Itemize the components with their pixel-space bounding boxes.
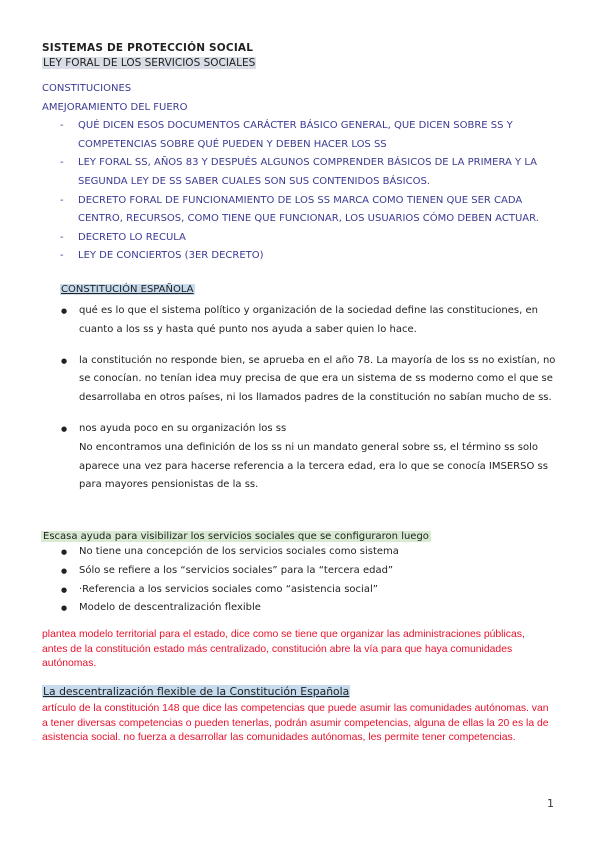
dash-item: - DECRETO FORAL DE FUNCIONAMIENTO DE LOS SS MARCA COMO TIENEN QUE SER CADA CENTRO, RECURSOS, COMO TIENE QUE FUNCIONAR, LOS USUARIOS CÓMO DEBEN ACTUAR. (42, 192, 562, 229)
ce-bullet-text: nos ayuda poco en su organización los ss (79, 422, 287, 434)
escasa-bullet: ● Modelo de descentralización flexible (57, 599, 567, 618)
ce-bullet-list (57, 302, 567, 495)
ce-heading-wrap (60, 284, 195, 295)
ce-bullet: ● la constitución no responde bien, se aprueba en el año 78. La mayoría de los ss no existían, no se conocían. no tenían idea muy precisa de que era un sistema de ss moderno como el que se desarrollaba en otros países, ni los llamados padres de la constitución no sabían mucho de ss. (57, 352, 567, 408)
amejoramiento-label: AMEJORAMIENTO DEL FUERO (42, 101, 188, 113)
fuero-section (42, 80, 562, 266)
dash-item: - LEY FORAL SS, AÑOS 83 Y DESPUÉS ALGUNOS COMPRENDER BÁSICOS DE LA PRIMERA Y LA SEGUNDA LEY DE SS SABER CUALES SON SUS CONTENIDOS BÁSICOS. (42, 154, 562, 191)
escasa-heading-wrap (41, 524, 431, 543)
ce-heading: CONSTITUCIÓN ESPAÑOLA (61, 284, 194, 295)
document-subtitle: LEY FORAL DE LOS SERVICIOS SOCIALES (43, 57, 256, 69)
escasa-heading: Escasa ayuda para visibilizar los servicios sociales que se configuraron luego (43, 531, 429, 542)
red-note-2: artículo de la constitución 148 que dice las competencias que puede asumir las comunidades autónomas. van a tener diversas competencias o pueden tenerlas, podrán asumir competencias, alguna de ellas la 20 es la de asistencia social. no fuerza a desarrollar las comunidades autónomas, les permite tener competencias. (42, 703, 549, 744)
ce-bullet: ● qué es lo que el sistema político y organización de la sociedad define las constituciones, en cuanto a los ss y hasta qué punto nos ayuda a saber quien lo hace. (57, 302, 567, 340)
escasa-bullet: ● ·Referencia a los servicios sociales como “asistencia social” (57, 581, 567, 600)
dash-list (42, 117, 562, 266)
descent-heading-wrap (42, 685, 350, 698)
ce-bullet-continuation: No encontramos una definición de los ss ni un mandato general sobre ss, el término ss solo aparece una vez para hacerse referencia a la tercera edad, era lo que se conocía IMSERSO ss para mayores pensionistas de la ss. (79, 441, 548, 491)
dash-item: - LEY DE CONCIERTOS (3ER DECRETO) (42, 247, 562, 266)
dash-item: - QUÉ DICEN ESOS DOCUMENTOS CARÁCTER BÁSICO GENERAL, QUE DICEN SOBRE SS Y COMPETENCIAS SOBRE QUÉ PUEDEN Y DEBEN HACER LOS SS (42, 117, 562, 154)
ce-bullet (57, 420, 567, 495)
red-note-1: plantea modelo territorial para el estado, dice como se tiene que organizar las administraciones públicas, antes de la constitución estado más centralizado, constitución abre la vía para que haya comunidades autónomas. (42, 629, 525, 670)
dash-item: - DECRETO LO RECULA (42, 229, 562, 248)
escasa-bullet: ● No tiene una concepción de los servicios sociales como sistema (57, 543, 567, 562)
document-title: SISTEMAS DE PROTECCIÓN SOCIAL (42, 42, 254, 54)
descent-heading: La descentralización flexible de la Constitución Española (43, 685, 350, 698)
constituciones-label: CONSTITUCIONES (42, 83, 132, 94)
page-number: 1 (547, 797, 554, 810)
escasa-bullet: ● Sólo se refiere a los “servicios sociales” para la “tercera edad” (57, 562, 567, 581)
escasa-bullet-list (57, 543, 567, 618)
